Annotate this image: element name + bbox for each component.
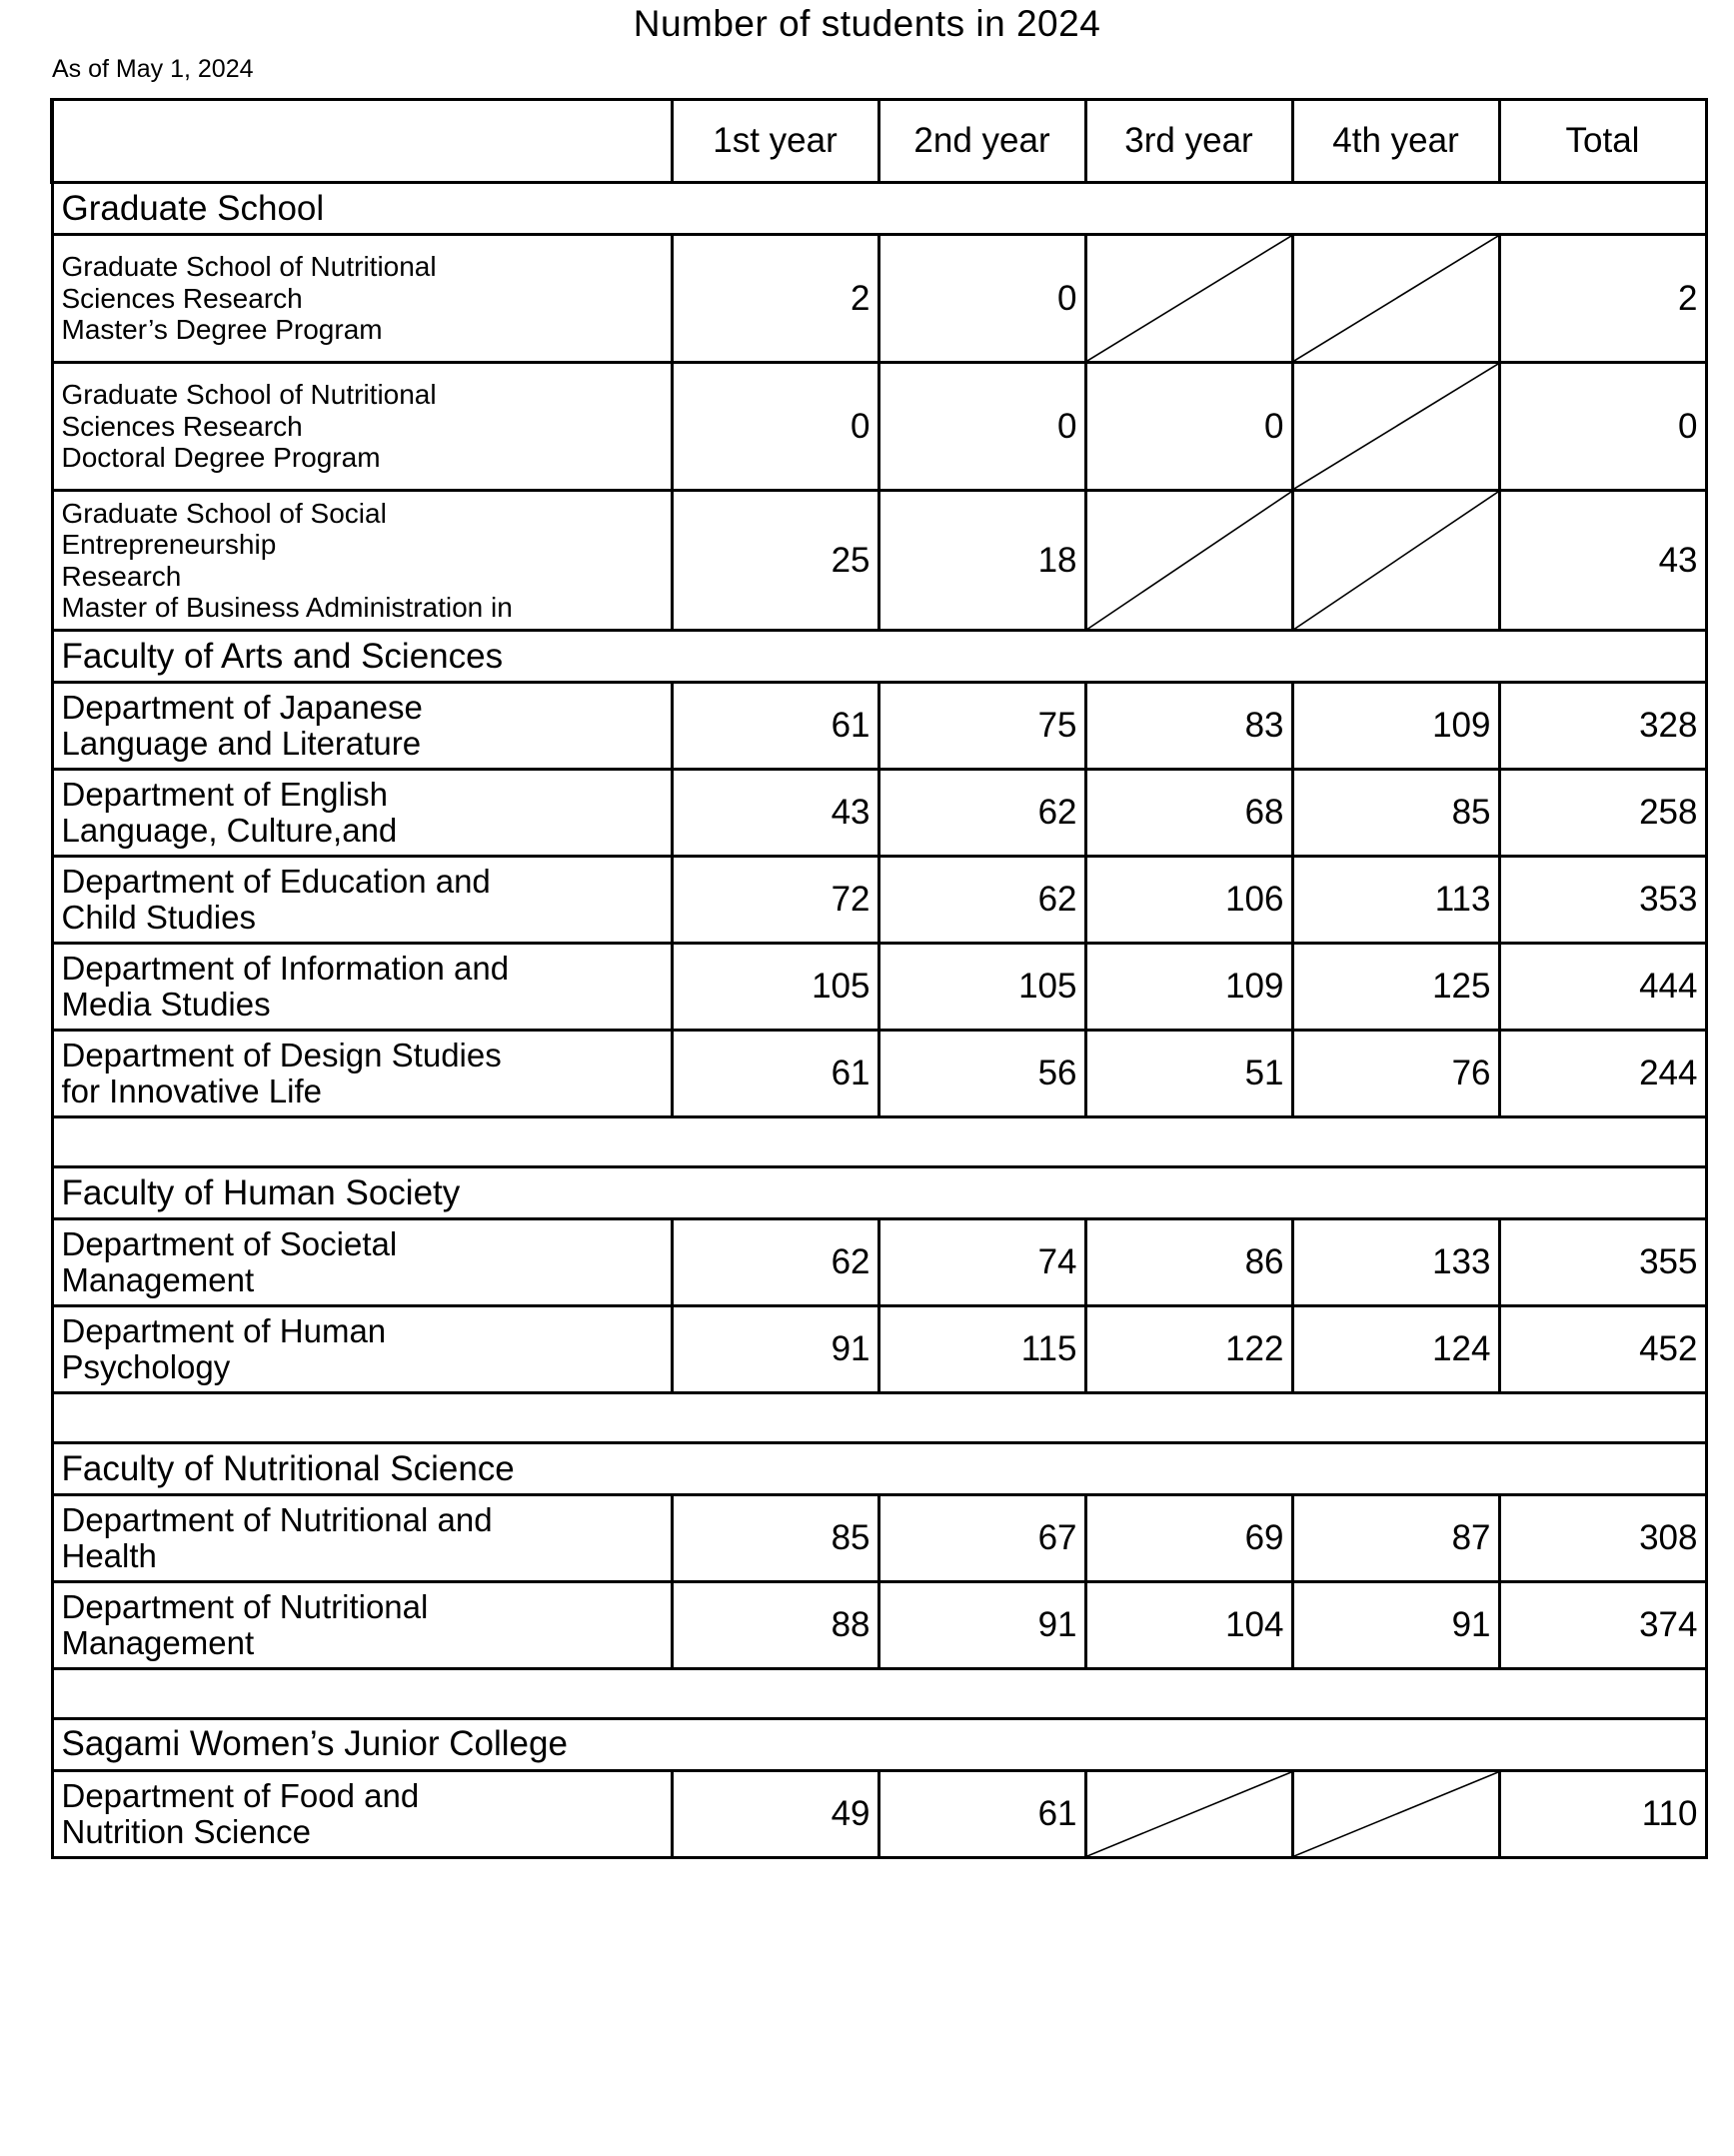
table-row — [52, 857, 1706, 944]
row-label-line: Language and Literature — [61, 725, 422, 763]
header-cell-4th-year: 4th year — [1292, 100, 1499, 183]
row-label-line: Department of Design Studies — [61, 1037, 502, 1075]
not-applicable-cell — [1292, 235, 1499, 363]
value-cell: 113 — [1292, 857, 1499, 944]
not-applicable-cell — [1292, 1770, 1499, 1857]
row-label-line: Department of Information and — [61, 950, 510, 988]
value-cell: 88 — [672, 1581, 878, 1668]
row-label-line: Health — [61, 1536, 157, 1574]
row-label-line: Media Studies — [61, 986, 271, 1024]
value-cell: 0 — [878, 363, 1085, 491]
row-label — [52, 770, 672, 857]
row-label-line: Child Studies — [61, 899, 256, 937]
value-cell: 83 — [1085, 683, 1292, 770]
section-heading-row — [52, 1718, 1706, 1770]
row-label-line: Language, Culture,and — [61, 812, 398, 850]
table-row — [52, 1495, 1706, 1582]
value-cell: 61 — [672, 683, 878, 770]
as-of-date: As of May 1, 2024 — [52, 55, 254, 83]
spacer-cell — [52, 1668, 1706, 1718]
value-cell: 0 — [1499, 363, 1706, 491]
value-cell: 49 — [672, 1770, 878, 1857]
row-label-line: Nutrition Science — [61, 1812, 311, 1850]
value-cell: 85 — [672, 1495, 878, 1582]
section-heading-row — [52, 1167, 1706, 1219]
value-cell: 25 — [672, 491, 878, 631]
value-cell: 43 — [672, 770, 878, 857]
table-body — [52, 100, 1706, 1858]
header-cell-2nd-year: 2nd year — [878, 100, 1085, 183]
row-label-line: Psychology — [61, 1348, 231, 1386]
spacer-cell — [52, 1393, 1706, 1443]
row-label-line: Master of Business Administration in — [61, 592, 513, 624]
value-cell: 61 — [672, 1031, 878, 1117]
value-cell: 67 — [878, 1495, 1085, 1582]
value-cell: 2 — [672, 235, 878, 363]
value-cell: 106 — [1085, 857, 1292, 944]
value-cell: 110 — [1499, 1770, 1706, 1857]
row-label-line: Department of Education and — [61, 863, 491, 901]
student-count-table — [50, 98, 1708, 1859]
section-heading: Faculty of Nutritional Science — [52, 1443, 1706, 1495]
row-label — [52, 1306, 672, 1393]
value-cell: 61 — [878, 1770, 1085, 1857]
value-cell: 0 — [878, 235, 1085, 363]
row-label-line: Entrepreneurship — [61, 529, 277, 561]
spacer-cell — [52, 1117, 1706, 1167]
row-label-line: Department of Food and — [61, 1776, 420, 1814]
section-heading: Faculty of Human Society — [52, 1167, 1706, 1219]
value-cell: 62 — [878, 770, 1085, 857]
row-label-line: Department of Nutritional and — [61, 1501, 493, 1538]
value-cell: 69 — [1085, 1495, 1292, 1582]
value-cell: 353 — [1499, 857, 1706, 944]
row-label-line: Department of Societal — [61, 1225, 398, 1263]
value-cell: 0 — [1085, 363, 1292, 491]
header-cell-blank — [52, 100, 672, 183]
value-cell: 91 — [1292, 1581, 1499, 1668]
value-cell: 125 — [1292, 944, 1499, 1031]
header-cell-total: Total — [1499, 100, 1706, 183]
spacer-row — [52, 1668, 1706, 1718]
section-heading-row — [52, 183, 1706, 235]
row-label-line: Department of Japanese — [61, 689, 423, 727]
spacer-row — [52, 1393, 1706, 1443]
row-label — [52, 683, 672, 770]
value-cell: 122 — [1085, 1306, 1292, 1393]
table-row — [52, 683, 1706, 770]
row-label — [52, 1495, 672, 1582]
value-cell: 51 — [1085, 1031, 1292, 1117]
row-label-line: Department of English — [61, 776, 389, 814]
value-cell: 68 — [1085, 770, 1292, 857]
spacer-row — [52, 1117, 1706, 1167]
table-row — [52, 1581, 1706, 1668]
row-label-line: Department of Nutritional — [61, 1587, 429, 1625]
row-label — [52, 235, 672, 363]
table-header-row — [52, 100, 1706, 183]
row-label — [52, 944, 672, 1031]
table-row — [52, 1031, 1706, 1117]
value-cell: 355 — [1499, 1219, 1706, 1306]
value-cell: 74 — [878, 1219, 1085, 1306]
row-label-line: Department of Human — [61, 1312, 387, 1350]
table-row — [52, 770, 1706, 857]
row-label-line: Sciences Research — [61, 410, 303, 442]
section-heading: Sagami Women’s Junior College — [52, 1718, 1706, 1770]
table-row — [52, 944, 1706, 1031]
table-row — [52, 235, 1706, 363]
value-cell: 62 — [878, 857, 1085, 944]
value-cell: 444 — [1499, 944, 1706, 1031]
table-row — [52, 1306, 1706, 1393]
not-applicable-cell — [1085, 1770, 1292, 1857]
row-label-line: Graduate School of Nutritional — [61, 251, 437, 283]
section-heading: Graduate School — [52, 183, 1706, 235]
table-row — [52, 1770, 1706, 1857]
row-label-line: Management — [61, 1261, 255, 1299]
value-cell: 72 — [672, 857, 878, 944]
table-row — [52, 363, 1706, 491]
value-cell: 308 — [1499, 1495, 1706, 1582]
value-cell: 87 — [1292, 1495, 1499, 1582]
row-label-line: Graduate School of Nutritional — [61, 379, 437, 411]
row-label-line: Graduate School of Social — [61, 498, 387, 529]
row-label — [52, 1770, 672, 1857]
value-cell: 75 — [878, 683, 1085, 770]
value-cell: 85 — [1292, 770, 1499, 857]
table-row — [52, 1219, 1706, 1306]
row-label-line: Sciences Research — [61, 282, 303, 314]
section-heading-row — [52, 1443, 1706, 1495]
not-applicable-cell — [1292, 491, 1499, 631]
row-label — [52, 491, 672, 631]
value-cell: 105 — [672, 944, 878, 1031]
row-label-line: for Innovative Life — [61, 1073, 322, 1110]
section-heading-row — [52, 631, 1706, 683]
value-cell: 0 — [672, 363, 878, 491]
header-cell-3rd-year: 3rd year — [1085, 100, 1292, 183]
value-cell: 76 — [1292, 1031, 1499, 1117]
value-cell: 105 — [878, 944, 1085, 1031]
row-label-line: Doctoral Degree Program — [61, 442, 381, 474]
value-cell: 133 — [1292, 1219, 1499, 1306]
row-label-line: Management — [61, 1623, 255, 1661]
value-cell: 109 — [1085, 944, 1292, 1031]
value-cell: 328 — [1499, 683, 1706, 770]
value-cell: 56 — [878, 1031, 1085, 1117]
table-row — [52, 491, 1706, 631]
row-label-line: Research — [61, 560, 182, 592]
row-label-line: Master’s Degree Program — [61, 314, 383, 346]
row-label — [52, 1219, 672, 1306]
row-label — [52, 857, 672, 944]
section-heading: Faculty of Arts and Sciences — [52, 631, 1706, 683]
value-cell: 91 — [672, 1306, 878, 1393]
value-cell: 104 — [1085, 1581, 1292, 1668]
row-label — [52, 363, 672, 491]
value-cell: 18 — [878, 491, 1085, 631]
row-label — [52, 1031, 672, 1117]
value-cell: 2 — [1499, 235, 1706, 363]
header-cell-1st-year: 1st year — [672, 100, 878, 183]
value-cell: 244 — [1499, 1031, 1706, 1117]
not-applicable-cell — [1085, 491, 1292, 631]
value-cell: 86 — [1085, 1219, 1292, 1306]
value-cell: 374 — [1499, 1581, 1706, 1668]
student-count-table-wrapper — [50, 98, 1705, 1859]
not-applicable-cell — [1085, 235, 1292, 363]
value-cell: 62 — [672, 1219, 878, 1306]
value-cell: 452 — [1499, 1306, 1706, 1393]
value-cell: 258 — [1499, 770, 1706, 857]
not-applicable-cell — [1292, 363, 1499, 491]
value-cell: 43 — [1499, 491, 1706, 631]
value-cell: 124 — [1292, 1306, 1499, 1393]
value-cell: 115 — [878, 1306, 1085, 1393]
value-cell: 91 — [878, 1581, 1085, 1668]
value-cell: 109 — [1292, 683, 1499, 770]
row-label — [52, 1581, 672, 1668]
page-title: Number of students in 2024 — [633, 3, 1101, 44]
